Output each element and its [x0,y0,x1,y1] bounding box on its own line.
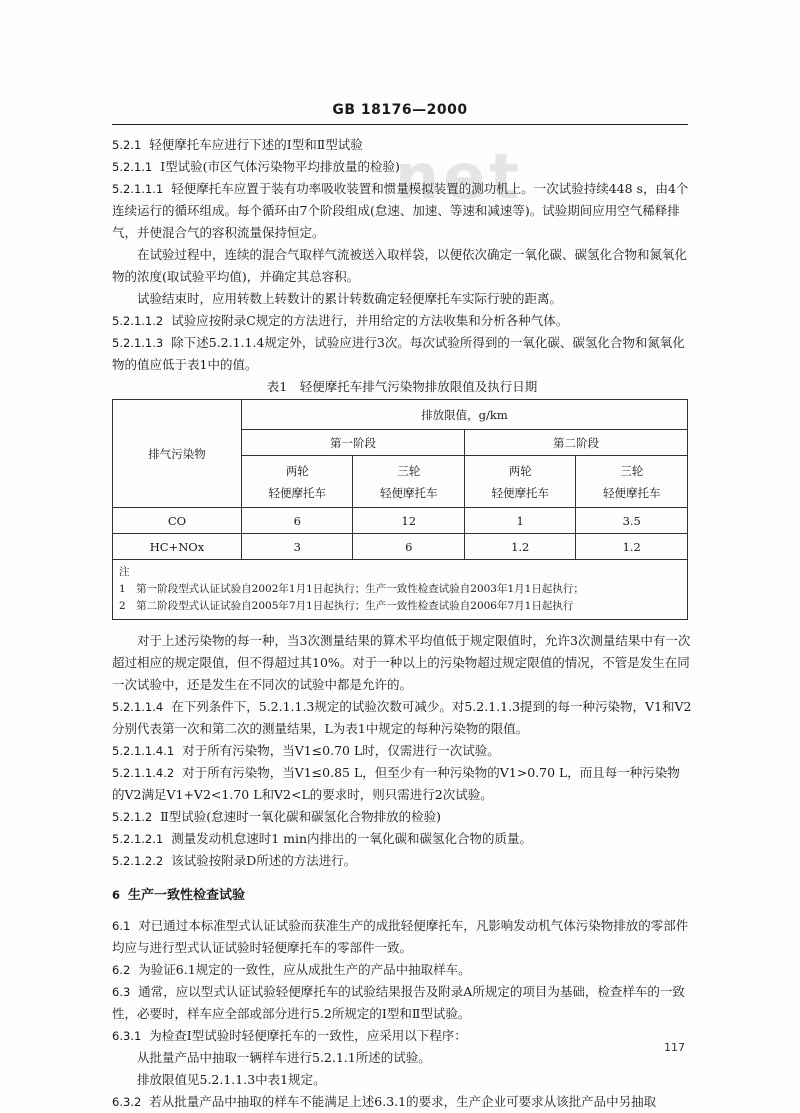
clause-5-2-1-2: 5.2.1.2 Ⅱ型试验(怠速时一氧化碳和碳氢化合物排放的检验) [112,809,441,824]
cell-pollutant: CO [113,508,242,534]
clause-6-3-1: 6.3.1 为检查Ⅰ型试验时轻便摩托车的一致性，应采用以下程序： [112,1028,467,1043]
clause-5-2-1-1-3: 5.2.1.1.3 除下述5.2.1.1.4规定外，试验应进行3次。每次试验所得到的一氧化碳、碳氢化合物和氮氧化物的值应低于表1中的值。 [112,335,685,372]
clause-5-2-1-1-1: 5.2.1.1.1 轻便摩托车应置于装有功率吸收装置和惯量模拟装置的测功机上。一次试验持续448 s，由4个连续运行的循环组成。每个循环由7个阶段组成(怠速、加速、等速和减速等)。试验期间应用空气稀释排气，并使混合气的容积流量保持恒定。 [112,181,689,240]
clause-5-2-1-1-4-1: 5.2.1.1.4.1 对于所有污染物，当V1≤0.70 L时，仅需进行一次试验。 [112,743,500,758]
cell-value: 3 [242,534,353,560]
header-s2-two-wheel: 两轮 轻便摩托车 [464,456,575,508]
header-limit: 排放限值，g/km [242,400,688,430]
clause-5-2-1-2-1: 5.2.1.2.1 测量发动机怠速时1 min内排出的一氧化碳和碳氢化合物的质量。 [112,831,533,846]
clause-5-2-1-1: 5.2.1.1 Ⅰ型试验(市区气体污染物平均排放量的检验) [112,159,400,174]
header-stage-2: 第二阶段 [464,430,687,456]
note-title: 注 [119,566,130,578]
cell-value: 12 [353,508,464,534]
paragraph-limit-reference: 排放限值见5.2.1.1.3中表1规定。 [137,1072,326,1087]
clause-6-3-2: 6.3.2 若从批量产品中抽取的样车不能满足上述6.3.1的要求，生产企业可要求从该批产品中另抽取 [112,1094,657,1109]
cell-value: 1.2 [464,534,575,560]
table-notes-row [113,560,688,620]
table-row [113,508,688,534]
standard-header: GB 18176—2000 [332,102,468,118]
header-pollutant: 排气污染物 [113,400,242,508]
clause-5-2-1-2-2: 5.2.1.2.2 该试验按附录D所述的方法进行。 [112,853,357,868]
paragraph-averaging: 对于上述污染物的每一种，当3次测量结果的算术平均值低于规定限值时，允许3次测量结果中有一次超过相应的规定限值，但不得超过其10%。对于一种以上的污染物超过规定限值的情况，不管是发生在同一次试验中，还是发生在不同次的试验中都是允许的。 [112,633,691,692]
document-body [112,134,692,1113]
clause-6-1: 6.1 对已通过本标准型式认证试验而获准生产的成批轻便摩托车，凡影响发动机气体污染物排放的零部件均应与进行型式认证试验时轻便摩托车的零部件一致。 [112,918,689,955]
paragraph-distance: 试验结束时，应用转数上转数计的累计转数确定轻便摩托车实际行驶的距离。 [137,291,563,306]
note-1: 1 第一阶段型式认证试验自2002年1月1日起执行；生产一致性检查试验自2003年1月1日起执行； [119,583,584,595]
watermark: net [395,140,523,213]
clause-5-2-1-1-2: 5.2.1.1.2 试验应按附录C规定的方法进行，并用给定的方法收集和分析各种气体。 [112,313,569,328]
emission-limits-table [112,399,688,620]
table-row [113,534,688,560]
clause-6-3: 6.3 通常，应以型式认证试验轻便摩托车的试验结果报告及附录A所规定的项目为基础，检查样车的一致性，必要时，样车应全部或部分进行5.2所规定的Ⅰ型和Ⅱ型试验。 [112,984,685,1021]
clause-5-2-1: 5.2.1 轻便摩托车应进行下述的Ⅰ型和Ⅱ型试验 [112,137,363,152]
cell-value: 1.2 [576,534,688,560]
table-notes [113,560,688,620]
clause-6-2: 6.2 为验证6.1规定的一致性，应从成批生产的产品中抽取样车。 [112,962,471,977]
header-s1-three-wheel: 三轮 轻便摩托车 [353,456,464,508]
clause-5-2-1-1-4-2: 5.2.1.1.4.2 对于所有污染物，当V1≤0.85 L，但至少有一种污染物的V1>0.70 L，而且每一种污染物的V2满足V1+V2<1.70 L和V2<L的要求时，则只需进行2次试验。 [112,765,680,802]
paragraph-sampling: 在试验过程中，连续的混合气取样气流被送入取样袋，以便依次确定一氧化碳、碳氢化合物和氮氧化物的浓度(取试验平均值)，并确定其总容积。 [112,247,688,284]
header-rule [112,124,688,125]
cell-value: 6 [242,508,353,534]
cell-pollutant: HC+NOx [113,534,242,560]
note-2: 2 第二阶段型式认证试验自2005年7月1日起执行；生产一致性检查试验自2006年7月1日起执行 [119,600,574,612]
section-6-heading: 6 生产一致性检查试验 [112,888,246,903]
cell-value: 1 [464,508,575,534]
header-s1-two-wheel: 两轮 轻便摩托车 [242,456,353,508]
header-stage-1: 第一阶段 [242,430,465,456]
cell-value: 3.5 [576,508,688,534]
paragraph-sample-vehicle: 从批量产品中抽取一辆样车进行5.2.1.1所述的试验。 [137,1050,431,1065]
page-number: 117 [664,1041,685,1054]
cell-value: 6 [353,534,464,560]
header-s2-three-wheel: 三轮 轻便摩托车 [576,456,688,508]
table-caption: 表1 轻便摩托车排气污染物排放限值及执行日期 [266,379,538,394]
clause-5-2-1-1-4: 5.2.1.1.4 在下列条件下，5.2.1.1.3规定的试验次数可减少。对5.2.1.1.3提到的每一种污染物，V1和V2分别代表第一次和第二次的测量结果，L为表1中规定的每种污染物的限值。 [112,699,692,736]
